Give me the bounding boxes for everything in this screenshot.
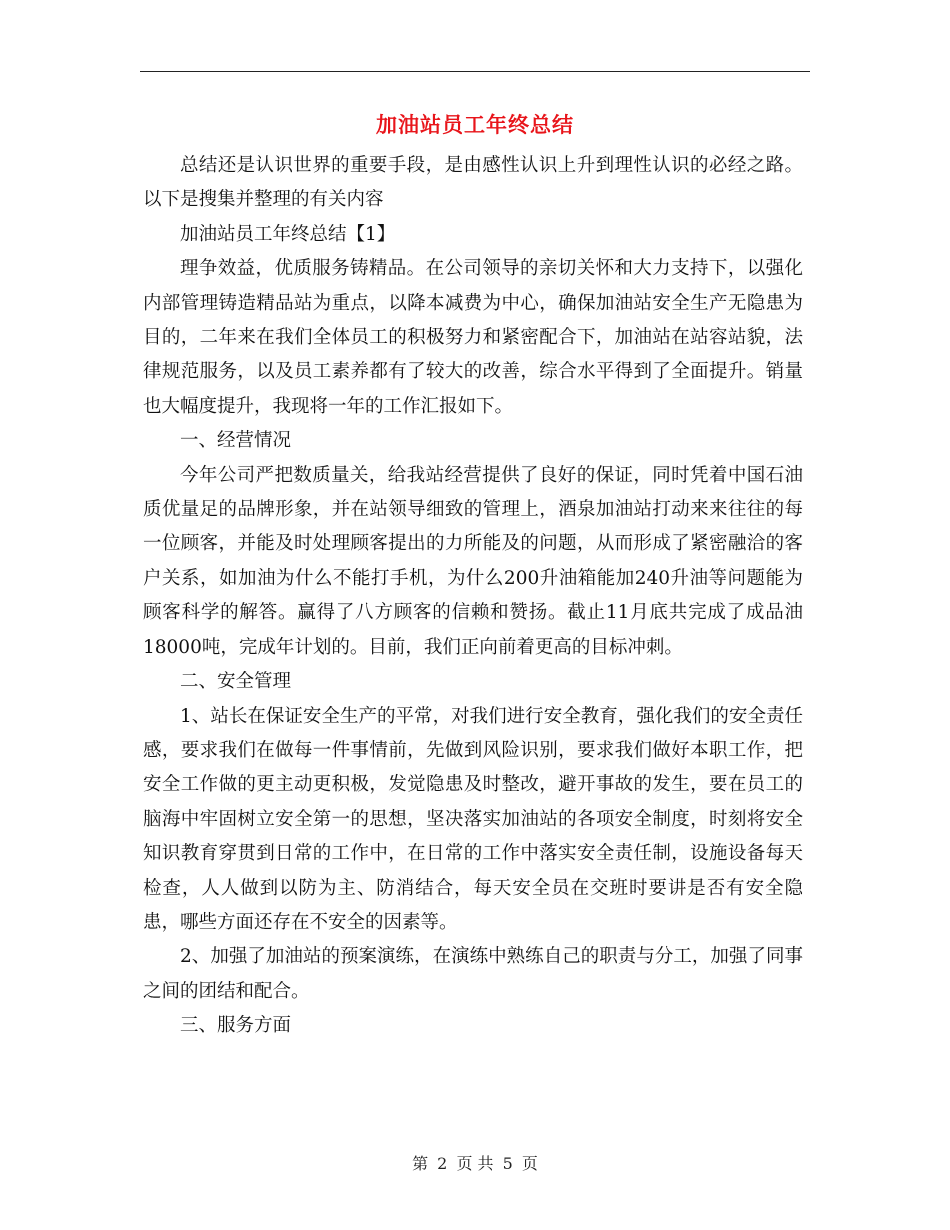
footer-middle: 页 共 <box>456 1154 494 1173</box>
document-body <box>143 149 803 1044</box>
section-heading-safety: 二、安全管理 <box>180 671 292 693</box>
section-heading-service: 三、服务方面 <box>180 1015 292 1037</box>
footer-prefix: 第 <box>412 1154 429 1173</box>
paragraph-operations: 今年公司严把数质量关，给我站经营提供了良好的保证，同时凭着中国石油质优量足的品牌形象，并在站领导细致的管理上，酒泉加油站打动来来往往的每一位顾客，并能及时处理顾客提出的力所能及的问题，从而形成了紧密融洽的客户关系，如加油为什么不能打手机，为什么200升油箱能加240升油等问题能为顾客科学的解答。赢得了八方顾客的信赖和赞扬。截止11月底共完成了成品油18000吨，完成年计划的。目前，我们正向前着更高的目标冲刺。 <box>143 464 803 658</box>
paragraph-safety-1: 1、站长在保证安全生产的平常，对我们进行安全教育，强化我们的安全责任感，要求我们在做每一件事情前，先做到风险识别，要求我们做好本职工作，把安全工作做的更主动更积极，发觉隐患及时整改，避开事故的发生，要在员工的脑海中牢固树立安全第一的思想，坚决落实加油站的各项安全制度，时刻将安全知识教育穿贯到日常的工作中，在日常的工作中落实安全责任制，设施设备每天检查，人人做到以防为主、防消结合，每天安全员在交班时要讲是否有安全隐患，哪些方面还存在不安全的因素等。 <box>143 705 803 933</box>
page-footer <box>140 1152 810 1176</box>
paragraph-overview: 理争效益，优质服务铸精品。在公司领导的亲切关怀和大力支持下，以强化内部管理铸造精品站为重点，以降本减费为中心，确保加油站安全生产无隐患为目的，二年来在我们全体员工的积极努力和紧密配合下，加油站在站容站貌，法律规范服务，以及员工素养都有了较大的改善，综合水平得到了全面提升。销量也大幅度提升，我现将一年的工作汇报如下。 <box>143 258 803 417</box>
header-rule <box>140 71 810 72</box>
section-heading-summary-1: 加油站员工年终总结【1】 <box>180 223 396 245</box>
section-heading-operations: 一、经营情况 <box>180 430 292 452</box>
paragraph-intro: 总结还是认识世界的重要手段，是由感性认识上升到理性认识的必经之路。以下是搜集并整理的有关内容 <box>143 155 803 211</box>
paragraph-safety-2: 2、加强了加油站的预案演练，在演练中熟练自己的职责与分工，加强了同事之间的团结和配合。 <box>143 946 803 1002</box>
footer-page-number: 2 <box>437 1154 448 1173</box>
footer-suffix: 页 <box>521 1154 538 1173</box>
footer-total-pages: 5 <box>502 1154 513 1173</box>
document-title: 加油站员工年终总结 <box>376 112 574 137</box>
